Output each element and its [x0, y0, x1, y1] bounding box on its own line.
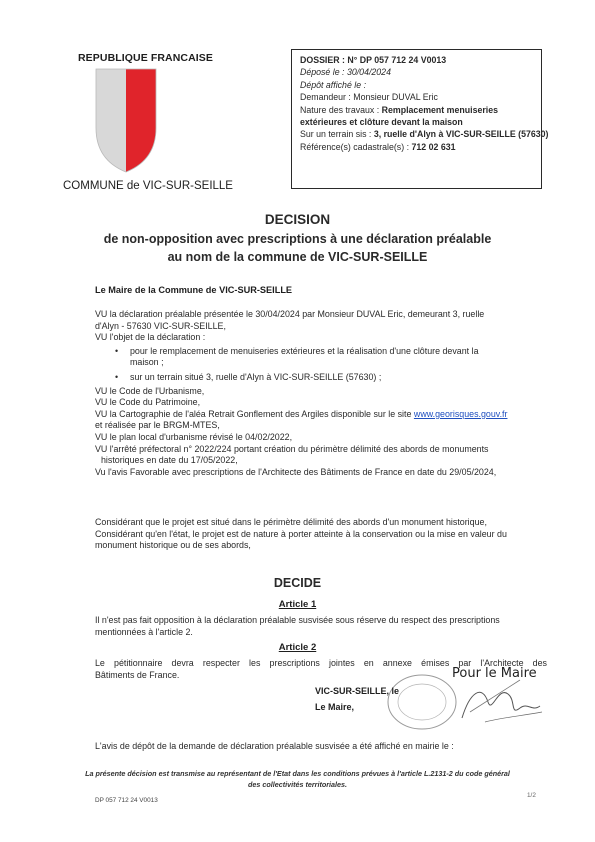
dossier-cadastre-value: 712 02 631 [411, 141, 456, 152]
decide-heading: DECIDE [273, 576, 322, 590]
republic-heading: REPUBLIQUE FRANCAISE [78, 52, 214, 64]
dossier-site-value: 3, ruelle d'Alyn à VIC-SUR-SEILLE (57630) [373, 129, 549, 140]
article-1-line-1: Il n'est pas fait opposition à la déclaration préalable susvisée sous réserve du respect des prescriptions [95, 615, 500, 625]
bullet-works: • pour le remplacement de menuiseries extérieures et la réalisation d'une clôture devant la [95, 346, 547, 358]
vu-argiles [95, 409, 547, 421]
vu-object: VU l'objet de la déclaration : [95, 332, 206, 343]
dossier-deposit-date: Déposé le : 30/04/2024 [300, 67, 391, 78]
considerant-2: Considérant qu'en l'état, le projet est de nature à porter atteinte à la conservation ou la mise en valeur du [95, 528, 507, 539]
display-notice: L'avis de dépôt de la demande de déclaration préalable susvisée a été affiché en mairie le : [95, 741, 454, 751]
georisques-link[interactable]: www.georisques.gouv.fr [413, 408, 508, 419]
article-1-body [95, 615, 547, 638]
dossier-nature-label: Nature des travaux : [300, 104, 382, 115]
considerants-section [95, 517, 547, 552]
dossier-display-date: Dépôt affiché le : [300, 79, 367, 90]
vu-declaration: VU la déclaration préalable présentée le 30/04/2024 par Monsieur DUVAL Eric, demeurant 3, ruelle [95, 309, 485, 319]
considerant-1: Considérant que le projet est situé dans le périmètre délimité des abords d'un monument historique, [95, 517, 487, 527]
decision-subtitle: de non-opposition avec prescriptions à une déclaration préalable [103, 232, 492, 246]
vu-declaration-cont: d'Alyn - 57630 VIC-SUR-SEILLE, [95, 320, 226, 331]
dossier-site-label: Sur un terrain sis : [300, 129, 374, 140]
commune-name: COMMUNE de VIC-SUR-SEILLE [63, 180, 233, 192]
decision-title: DECISION [264, 212, 331, 227]
mayor-heading: Le Maire de la Commune de VIC-SUR-SEILLE [95, 285, 293, 295]
decision-subtitle-2: au nom de la commune de VIC-SUR-SEILLE [167, 250, 428, 264]
dossier-cadastre [300, 141, 535, 153]
dossier-cadastre-label: Référence(s) cadastrale(s) : [300, 141, 412, 152]
vu-arrete-cont: historiques en date du 17/05/2022, [101, 455, 238, 466]
dossier-nature-value: Remplacement menuiseries [381, 104, 499, 115]
article-2-line-2: Bâtiments de France. [95, 669, 180, 680]
article-2-title: Article 2 [278, 642, 317, 653]
signature-place: VIC-SUR-SEILLE, le [315, 686, 400, 696]
footnote-line-2: des collectivités territoriales. [247, 779, 348, 789]
vu-argiles-text: VU la Cartographie de l'aléa Retrait Gonflement des Argiles disponible sur le site [95, 408, 414, 419]
vu-section [95, 309, 547, 478]
pour-le-maire-stamp-text: Pour le Maire [452, 666, 537, 681]
mayor-stamp-and-signature [370, 672, 550, 732]
transmission-footnote [0, 769, 595, 790]
article-2-line-1: Le pétitionnaire devra respecter les prescriptions jointes en annexe émises par l'Architecte des [95, 658, 547, 668]
dossier-nature [300, 104, 535, 116]
dossier-site [300, 128, 549, 140]
considerant-2-cont: monument historique ou de ses abords, [95, 540, 251, 551]
dossier-box [291, 49, 549, 189]
vu-argiles-cont: et réalisée par le BRGM-MTES, [95, 420, 220, 431]
signature-role: Le Maire, [315, 702, 355, 712]
shield-left-field [95, 68, 126, 173]
bullet-works-cont: maison ; [130, 357, 164, 368]
bullet-site: • sur un terrain situé 3, ruelle d'Alyn à VIC-SUR-SEILLE (57630) ; [95, 372, 547, 384]
dossier-number: DOSSIER : N° DP 057 712 24 V0013 [300, 55, 447, 65]
commune-coat-of-arms [95, 68, 157, 173]
shield-right-field [126, 68, 157, 173]
vu-arrete: VU l'arrêté préfectoral n° 2022/224 portant création du périmètre délimité des abords de monuments [95, 443, 489, 454]
vu-abf-avis: Vu l'avis Favorable avec prescriptions de l'Architecte des Bâtiments de France en date du 29/05/2024, [95, 466, 497, 477]
dossier-nature-cont: extérieures et clôture devant la maison [300, 117, 463, 128]
article-1-line-2: mentionnées à l'article 2. [95, 626, 193, 637]
article-1-title: Article 1 [278, 599, 317, 610]
page-number: 1/2 [527, 792, 536, 799]
footnote-line-1: La présente décision est transmise au représentant de l'Etat dans les conditions prévues à l'article L.2131-2 du code général [85, 769, 510, 778]
vu-patrimoine: VU le Code du Patrimoine, [95, 397, 201, 408]
vu-urbanisme: VU le Code de l'Urbanisme, [95, 385, 205, 396]
dossier-applicant: Demandeur : Monsieur DUVAL Eric [300, 92, 438, 103]
vu-plu: VU le plan local d'urbanisme révisé le 04/02/2022, [95, 431, 293, 442]
footer-dossier-ref: DP 057 712 24 V0013 [95, 797, 158, 804]
